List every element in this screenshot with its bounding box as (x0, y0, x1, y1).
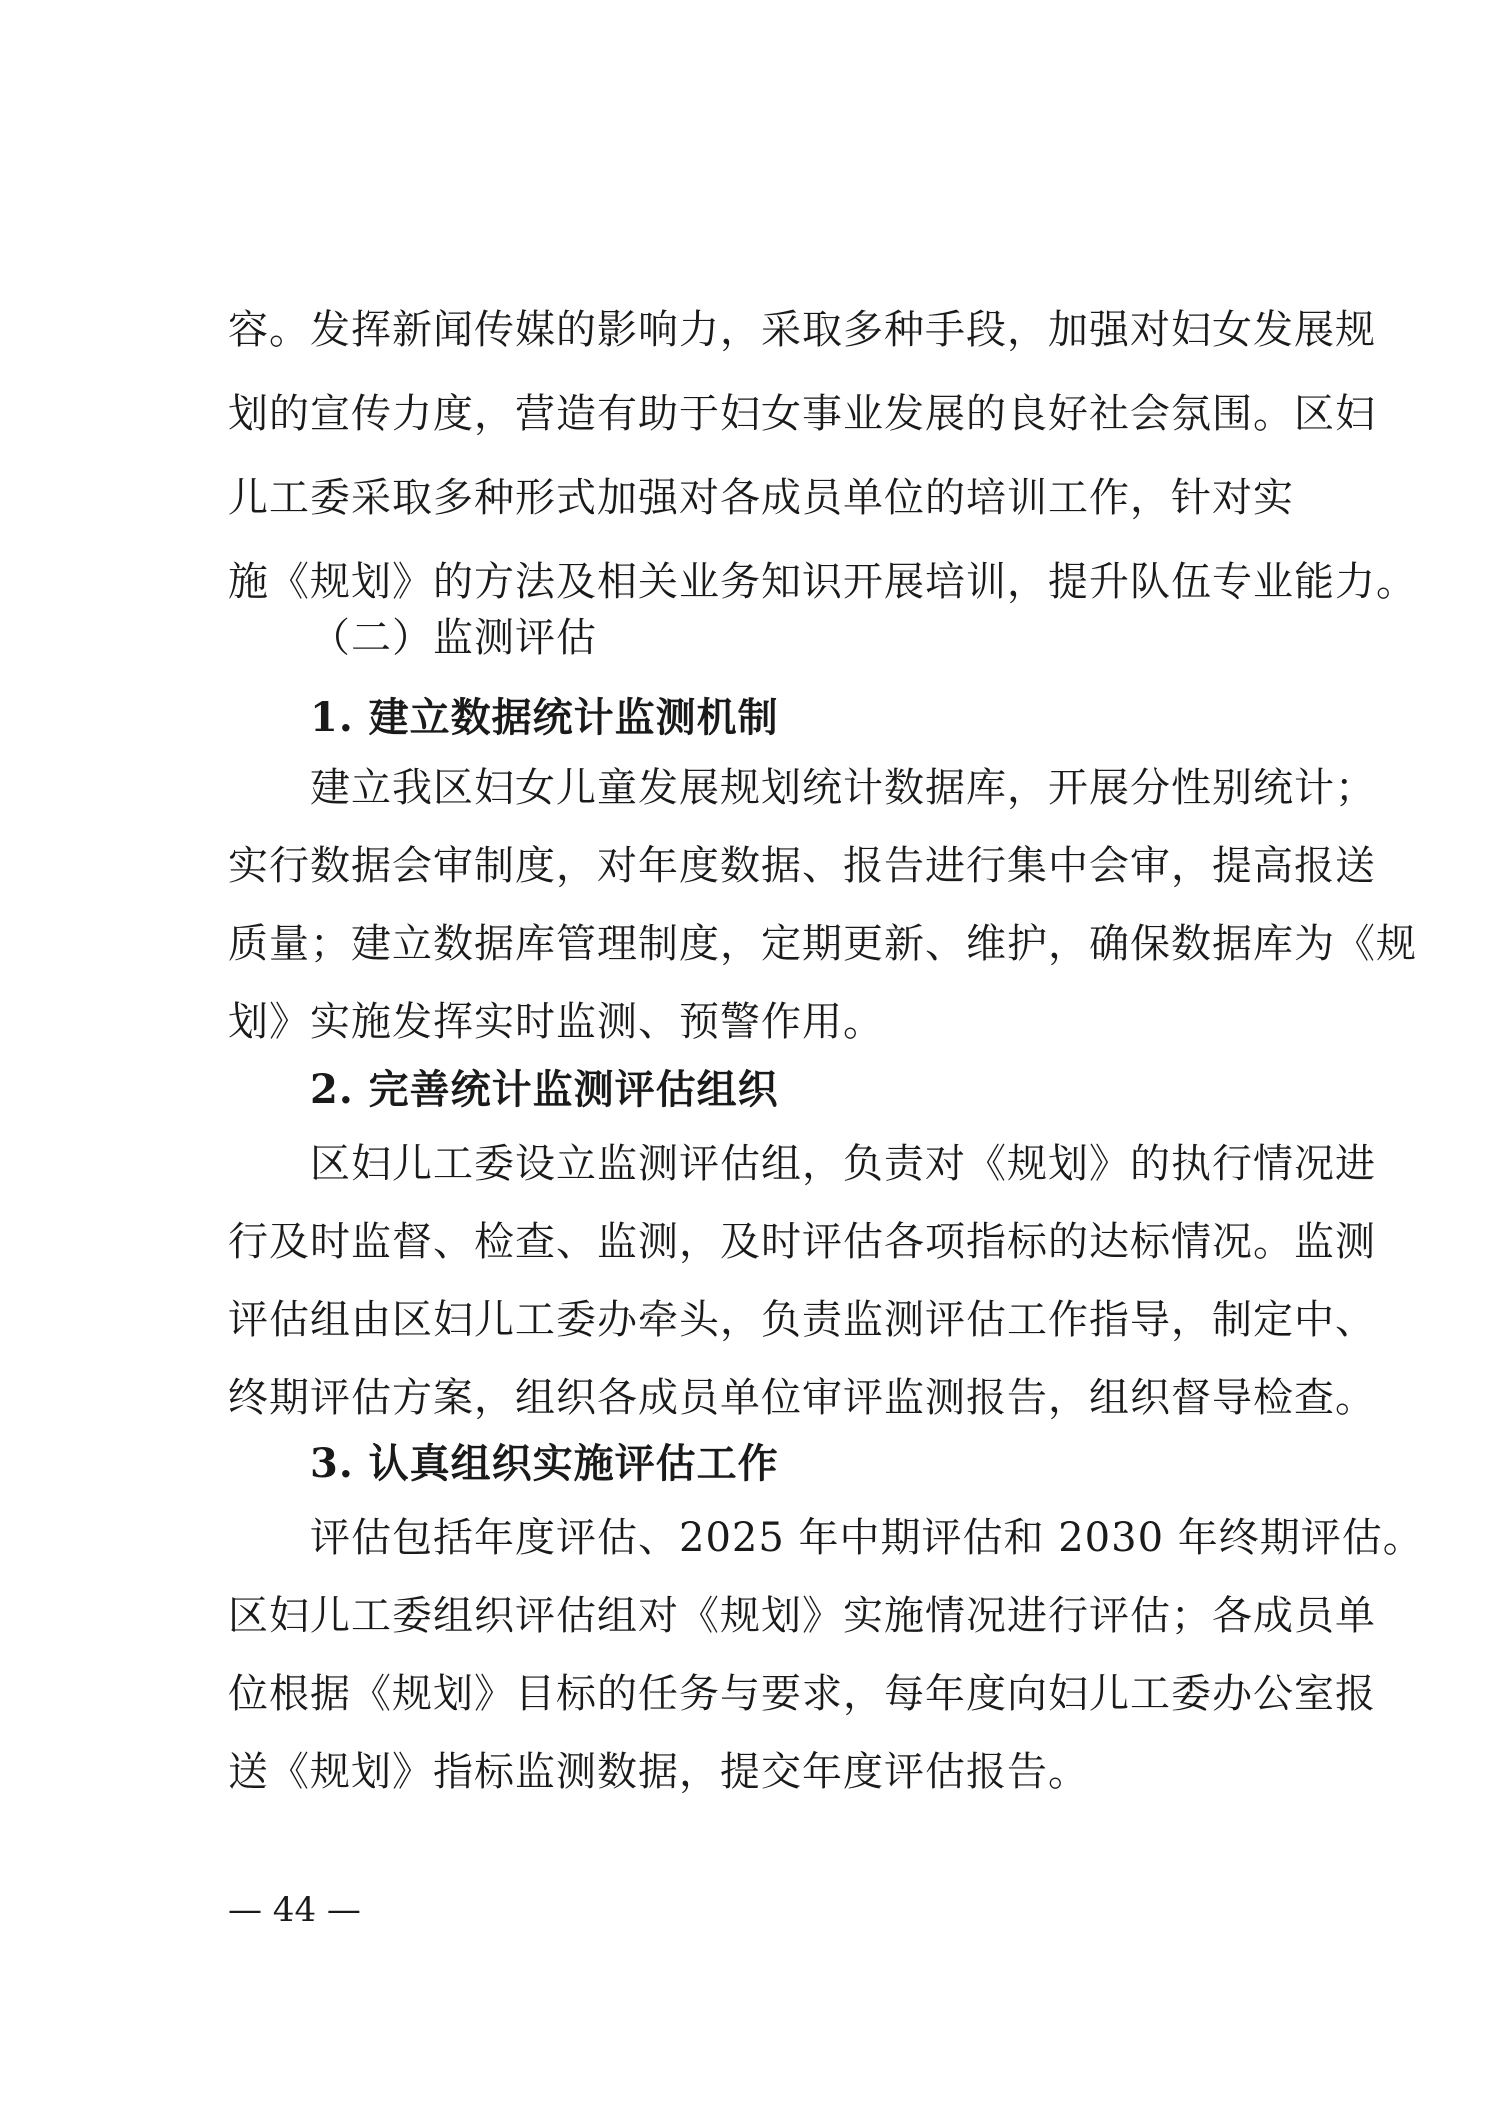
paragraph-line: 质量；建立数据库管理制度，定期更新、维护，确保数据库为《规 (228, 921, 1417, 967)
paragraph-line: 行及时监督、检查、监测，及时评估各项指标的达标情况。监测 (228, 1219, 1376, 1265)
paragraph-line: 儿工委采取多种形式加强对各成员单位的培训工作，针对实 (228, 475, 1294, 521)
item-heading: 3. 认真组织实施评估工作 (310, 1440, 779, 1487)
paragraph-line: 实行数据会审制度，对年度数据、报告进行集中会审，提高报送 (228, 843, 1376, 889)
paragraph-line: 评估包括年度评估、2025 年中期评估和 2030 年终期评估。 (310, 1515, 1424, 1561)
paragraph-line: 划》实施发挥实时监测、预警作用。 (228, 999, 884, 1045)
paragraph-line: 区妇儿工委组织评估组对《规划》实施情况进行评估；各成员单 (228, 1593, 1376, 1639)
item-heading: 2. 完善统计监测评估组织 (310, 1066, 779, 1113)
paragraph-line: 终期评估方案，组织各成员单位审评监测报告，组织督导检查。 (228, 1375, 1376, 1421)
paragraph-line: 建立我区妇女儿童发展规划统计数据库，开展分性别统计； (310, 765, 1376, 811)
paragraph-line: 评估组由区妇儿工委办牵头，负责监测评估工作指导，制定中、 (228, 1297, 1376, 1343)
paragraph-line: 送《规划》指标监测数据，提交年度评估报告。 (228, 1749, 1089, 1795)
paragraph-line: 划的宣传力度，营造有助于妇女事业发展的良好社会氛围。区妇 (228, 391, 1376, 437)
page-number: — 44 — (228, 1890, 361, 1930)
item-heading: 1. 建立数据统计监测机制 (310, 694, 779, 741)
paragraph-line: 位根据《规划》目标的任务与要求，每年度向妇儿工委办公室报 (228, 1671, 1376, 1717)
section-heading: （二）监测评估 (310, 615, 597, 661)
paragraph-line: 区妇儿工委设立监测评估组，负责对《规划》的执行情况进 (310, 1141, 1376, 1187)
paragraph-line: 容。发挥新闻传媒的影响力，采取多种手段，加强对妇女发展规 (228, 307, 1376, 353)
paragraph-line: 施《规划》的方法及相关业务知识开展培训，提升队伍专业能力。 (228, 559, 1417, 605)
